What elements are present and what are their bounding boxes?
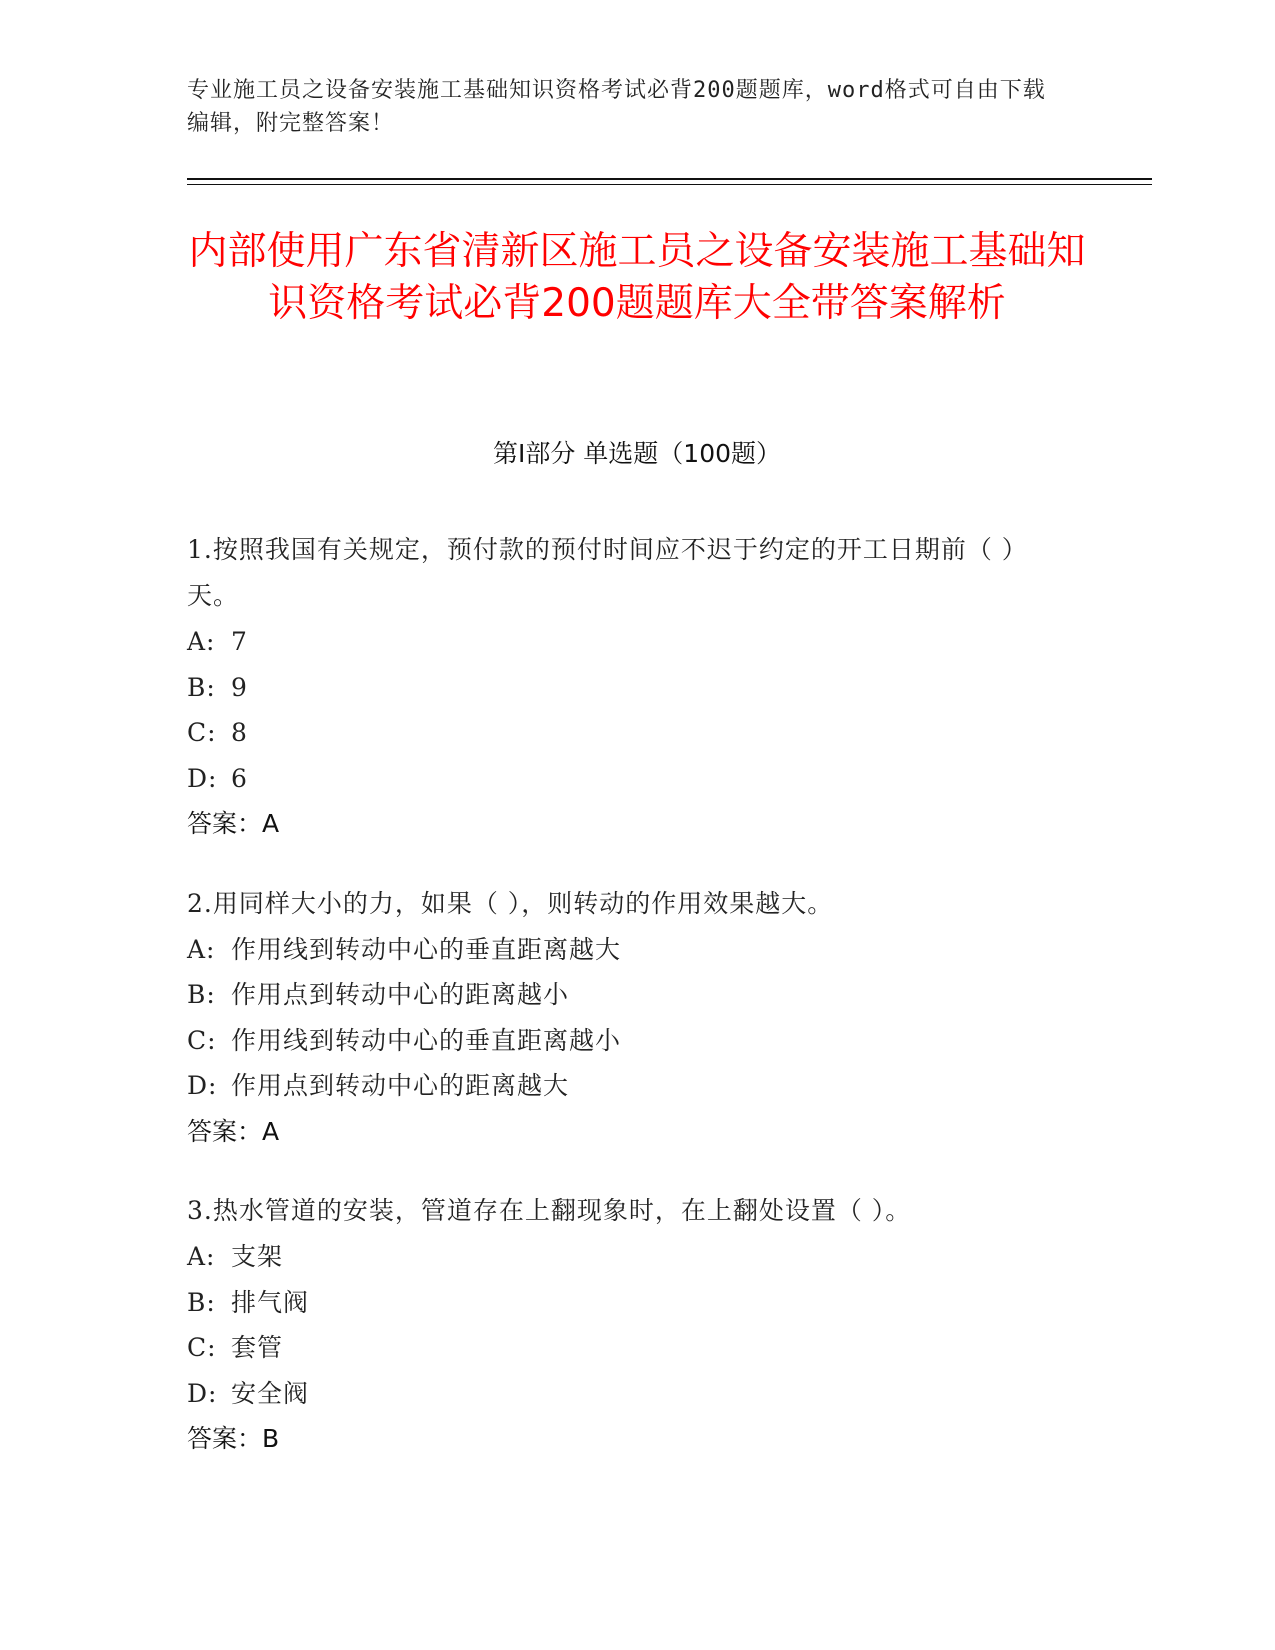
option-d <box>187 1063 1077 1109</box>
option-key: D: <box>187 1071 218 1100</box>
option-text: 8 <box>231 718 248 747</box>
option-text: 套管 <box>231 1333 284 1362</box>
option-b <box>187 972 1077 1018</box>
question-list <box>187 527 1077 1496</box>
option-a <box>187 1234 1077 1280</box>
option-a <box>187 927 1077 973</box>
option-key: B: <box>187 980 216 1009</box>
option-key: D: <box>187 763 218 793</box>
option-text: 作用点到转动中心的距离越大 <box>231 1071 570 1100</box>
option-text: 作用点到转动中心的距离越小 <box>231 980 570 1009</box>
option-b <box>187 665 1077 711</box>
section-heading: 第I部分 单选题（100题） <box>492 439 782 468</box>
option-c <box>187 1018 1077 1064</box>
question-1 <box>187 527 1077 847</box>
option-c <box>187 1325 1077 1371</box>
option-text: 作用线到转动中心的垂直距离越小 <box>231 1025 622 1055</box>
answer: 答案：A <box>187 809 280 838</box>
option-key: C: <box>187 1025 217 1055</box>
option-key: A: <box>187 934 216 964</box>
option-d <box>187 756 1077 802</box>
option-a <box>187 619 1077 665</box>
option-key: C: <box>187 718 217 747</box>
option-c <box>187 710 1077 756</box>
answer: 答案：B <box>187 1424 280 1453</box>
option-text: 9 <box>231 672 248 702</box>
option-text: 安全阀 <box>231 1378 310 1408</box>
header-rule-thin <box>187 184 1152 185</box>
option-text: 7 <box>231 627 248 656</box>
question-text: 2.用同样大小的力，如果（ ），则转动的作用效果越大。 <box>187 888 834 918</box>
option-key: B: <box>187 672 216 702</box>
option-key: A: <box>187 1242 216 1271</box>
option-text: 作用线到转动中心的垂直距离越大 <box>231 934 622 964</box>
option-key: A: <box>187 627 216 656</box>
option-key: B: <box>187 1287 216 1317</box>
header-note: 专业施工员之设备安装施工基础知识资格考试必背200题题库，word格式可自由下载编辑，附完整答案！ <box>187 78 1046 136</box>
option-text: 6 <box>231 763 248 793</box>
document-title: 内部使用广东省清新区施工员之设备安装施工基础知识资格考试必背200题题库大全带答案解析 <box>188 229 1086 326</box>
question-text: 3.热水管道的安装，管道存在上翻现象时，在上翻处设置（ ）。 <box>187 1196 912 1225</box>
question-3 <box>187 1188 1077 1462</box>
option-d <box>187 1371 1077 1417</box>
option-text: 排气阀 <box>231 1287 310 1317</box>
question-2 <box>187 881 1077 1155</box>
option-key: C: <box>187 1333 217 1362</box>
option-b <box>187 1280 1077 1326</box>
option-key: D: <box>187 1378 218 1408</box>
header-rule-thick <box>187 178 1152 180</box>
question-text: 1.按照我国有关规定，预付款的预付时间应不迟于约定的开工日期前（ ）天。 <box>187 535 1028 610</box>
answer: 答案：A <box>187 1116 280 1146</box>
option-text: 支架 <box>231 1242 284 1271</box>
